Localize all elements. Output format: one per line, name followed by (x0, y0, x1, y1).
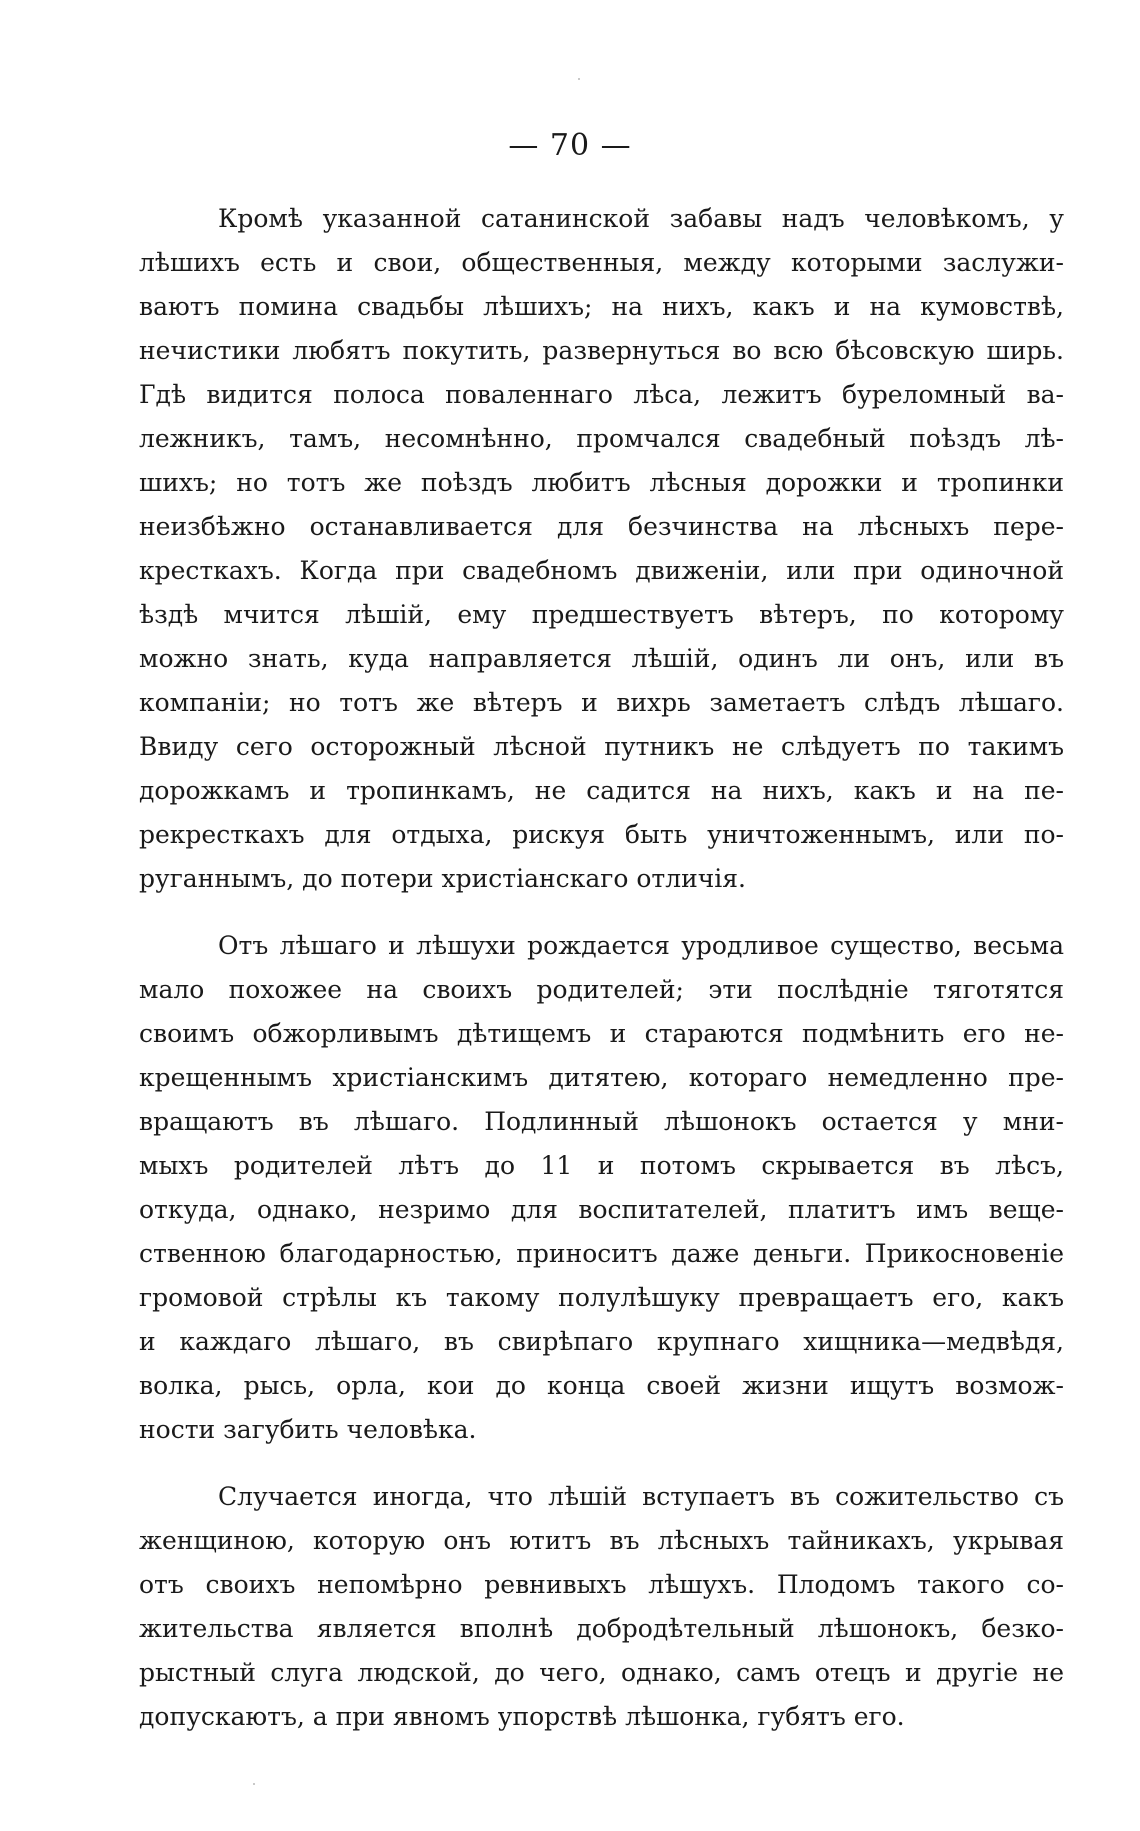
text-line: своимъ обжорливымъ дѣтищемъ и стараются подмѣнить его не- (139, 1019, 1064, 1048)
text-line: крещеннымъ христіанскимъ дитятею, котораго немедленно пре- (139, 1063, 1064, 1092)
paragraph-3 (139, 1475, 1064, 1739)
text-line: лежникъ, тамъ, несомнѣнно, промчался свадебный поѣздъ лѣ- (139, 424, 1064, 453)
page-number: — 70 — (508, 128, 632, 163)
text-line: компаніи; но тотъ же вѣтеръ и вихрь заметаетъ слѣдъ лѣшаго. (139, 688, 1064, 717)
text-line: громовой стрѣлы къ такому полулѣшуку превращаетъ его, какъ (139, 1283, 1064, 1312)
text-line: дорожкамъ и тропинкамъ, не садится на нихъ, какъ и на пе- (139, 776, 1064, 805)
text-line: женщиною, которую онъ ютитъ въ лѣсныхъ тайникахъ, укрывая (139, 1526, 1064, 1555)
text-line: нечистики любятъ покутить, развернуться во всю бѣсовскую ширь. (139, 336, 1064, 365)
text-line: допускаютъ, а при явномъ упорствѣ лѣшонка, губятъ его. (139, 1702, 905, 1731)
paragraph-gap (218, 1452, 1064, 1475)
text-line: жительства является вполнѣ добродѣтельный лѣшонокъ, безко- (139, 1614, 1064, 1643)
text-line: мало похожее на своихъ родителей; эти послѣдніе тяготятся (139, 975, 1064, 1004)
text-line: Отъ лѣшаго и лѣшухи рождается уродливое существо, весьма (218, 931, 1064, 960)
text-line: мыхъ родителей лѣтъ до 11 и потомъ скрывается въ лѣсъ, (139, 1151, 1064, 1180)
text-line: волка, рысь, орла, кои до конца своей жизни ищутъ возмож- (139, 1371, 1064, 1400)
paragraph-gap (218, 901, 1064, 924)
text-line: руганнымъ, до потери христіанскаго отличія. (139, 864, 746, 893)
text-line: можно знать, куда направляется лѣшій, одинъ ли онъ, или въ (139, 644, 1064, 673)
text-line: ности загубить человѣка. (139, 1415, 477, 1444)
text-line: вращаютъ въ лѣшаго. Подлинный лѣшонокъ остается у мни- (139, 1107, 1064, 1136)
body-text (139, 197, 1064, 1739)
paragraph-2 (139, 924, 1064, 1452)
text-line: ваютъ помина свадьбы лѣшихъ; на нихъ, какъ и на кумовствѣ, (139, 292, 1064, 321)
text-line: ственною благодарностью, приноситъ даже деньги. Прикосновеніе (139, 1239, 1064, 1268)
text-line: рекресткахъ для отдыха, рискуя быть уничтоженнымъ, или по- (139, 820, 1064, 849)
text-line: Кромѣ указанной сатанинской забавы надъ человѣкомъ, у (218, 204, 1064, 233)
text-line: Случается иногда, что лѣшій вступаетъ въ сожительство съ (218, 1482, 1064, 1511)
text-line: Гдѣ видится полоса поваленнаго лѣса, лежитъ буреломный ва- (139, 380, 1064, 409)
paragraph-1 (139, 197, 1064, 901)
text-line: отъ своихъ непомѣрно ревнивыхъ лѣшухъ. Плодомъ такого со- (139, 1570, 1064, 1599)
paper-speck (253, 1783, 255, 1785)
text-line: ѣздѣ мчится лѣшій, ему предшествуетъ вѣтеръ, по которому (139, 600, 1064, 629)
text-line: откуда, однако, незримо для воспитателей, платитъ имъ веще- (139, 1195, 1064, 1224)
text-line: неизбѣжно останавливается для безчинства на лѣсныхъ пере- (139, 512, 1064, 541)
text-line: лѣшихъ есть и свои, общественныя, между которыми заслужи- (139, 248, 1064, 277)
text-line: шихъ; но тотъ же поѣздъ любитъ лѣсныя дорожки и тропинки (139, 468, 1064, 497)
text-line: и каждаго лѣшаго, въ свирѣпаго крупнаго хищника—медвѣдя, (139, 1327, 1064, 1356)
text-line: рыстный слуга людской, до чего, однако, самъ отецъ и другіе не (139, 1658, 1064, 1687)
text-line: Ввиду сего осторожный лѣсной путникъ не слѣдуетъ по такимъ (139, 732, 1064, 761)
text-line: кресткахъ. Когда при свадебномъ движеніи, или при одиночной (139, 556, 1064, 585)
paper-speck (578, 78, 580, 80)
